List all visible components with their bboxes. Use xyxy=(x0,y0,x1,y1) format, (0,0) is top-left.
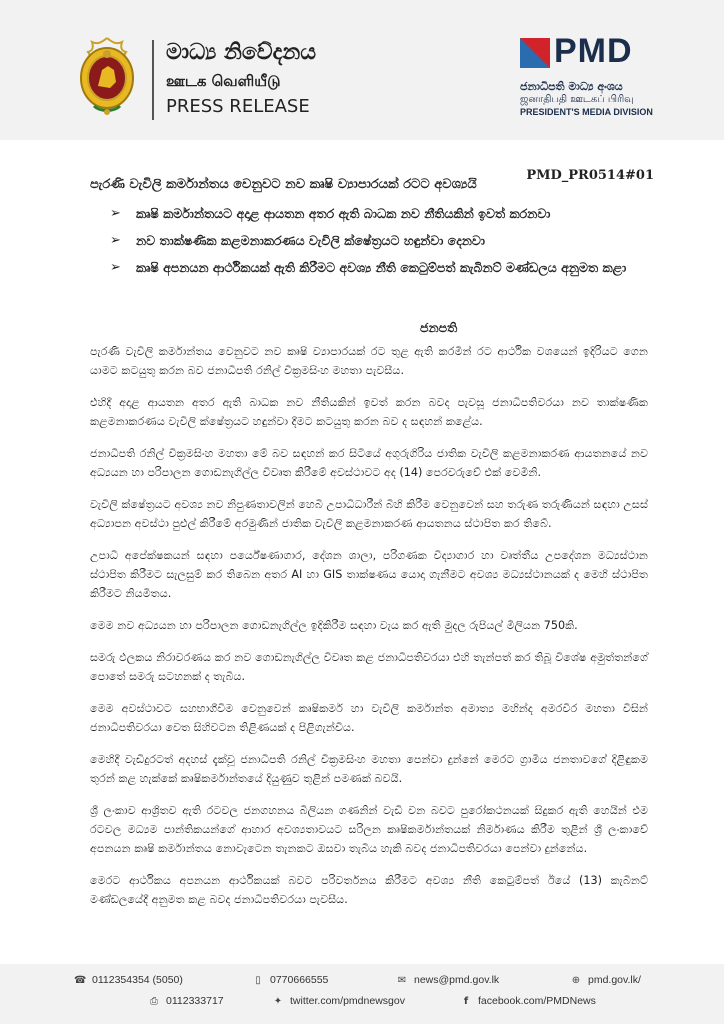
paragraph: වැවිලි ක්ෂේත්‍රයට අවශ්‍ය නව නිපුණතාවලින් හෙබි උපාධිධාරීන් බිහි කිරීම වෙනුවෙන් සහ තරුණ තරුණියන් සඳහා උසස් අධ්‍යාපන අවස්ථා පුළුල් කිරීමේ අරමුණින් ජාතික වැවිලි කළමනාකරණ ආයතනය ස්ථාපිත කර තිබේ. xyxy=(90,498,648,530)
press-release-title-tamil: ஊடக வெளியீடு xyxy=(166,72,281,90)
paragraph: මෙහිදී වැඩිදුරටත් අදහස් දැක්වූ ජනාධිපති රනිල් වික්‍රමසිංහ මහතා පෙන්වා දුන්නේ මෙරට ග්‍රාමීය ජනතාවගේ දිළිඳුකම තුරන් කළ හැක්කේ කෘෂිකර්මාන්තයේ දියුණුව තුළින් පමණක් බවයි. xyxy=(90,753,648,785)
contact-footer xyxy=(0,964,724,1024)
footer-facebook[interactable] xyxy=(460,995,596,1007)
footer-email-text[interactable]: news@pmd.gov.lk xyxy=(414,974,500,986)
press-release-header xyxy=(0,0,724,140)
footer-twitter[interactable] xyxy=(272,995,405,1007)
division-name-tamil: ஜனாதிபதி ஊடகப் பிரிவு xyxy=(520,94,634,105)
footer-website-text[interactable]: pmd.gov.lk/ xyxy=(588,974,641,986)
key-point xyxy=(110,258,630,277)
footer-website[interactable] xyxy=(570,974,641,986)
key-point xyxy=(110,204,630,223)
division-name-sinhala: ජනාධිපති මාධ්‍ය අංශය xyxy=(520,80,623,93)
paragraph: එහිදී අදාළ ආයතන අතර ඇති බාධක නව නීතියකින් ඉවත් කරන බවද පැවසූ ජනාධිපතිවරයා නව තාක්ෂණික කළමනාකරණය වැවිලි ක්ෂේත්‍රයට හඳුන්වා දීමට කටයුතු කරන බව ද සඳහන් කළේය. xyxy=(90,396,648,428)
key-point xyxy=(110,231,630,250)
fax-icon: ⎙ xyxy=(150,996,158,1007)
globe-icon: ⊕ xyxy=(571,975,581,986)
reference-number: PMD_PR0514#01 xyxy=(526,168,654,183)
footer-fax-text: 0112333717 xyxy=(166,995,224,1007)
twitter-icon: ✦ xyxy=(273,996,283,1007)
division-name-english: PRESIDENT'S MEDIA DIVISION xyxy=(520,107,653,117)
footer-email[interactable] xyxy=(396,974,499,986)
sri-lanka-emblem-icon xyxy=(74,36,140,120)
header-divider xyxy=(152,40,154,120)
press-release-title-english: PRESS RELEASE xyxy=(166,96,310,117)
key-point-text: නව තාක්ෂණික කළමනාකරණය වැවිලි ක්ෂේත්‍රයට හඳුන්වා දෙනවා xyxy=(136,233,485,248)
envelope-icon: ✉ xyxy=(397,975,407,986)
key-point-text: කෘෂි අපනයන ආර්ථිකයක් ඇති කිරීමට අවශ්‍ය නීති කෙටුම්පත් කැබිනට් මණ්ඩලය අනුමත කළා xyxy=(136,260,627,275)
footer-phone-text: 0112354354 (5050) xyxy=(92,974,183,986)
pmd-logo-mark xyxy=(520,38,550,68)
key-points-list xyxy=(110,204,630,285)
phone-icon: ☎ xyxy=(74,975,87,986)
footer-mobile-text: 0770666555 xyxy=(270,974,329,986)
footer-mobile xyxy=(252,974,328,986)
footer-facebook-text[interactable]: facebook.com/PMDNews xyxy=(478,995,596,1007)
footer-twitter-text[interactable]: twitter.com/pmdnewsgov xyxy=(290,995,405,1007)
paragraph: සමරු ඵලකය නිරාවරණය කර නව ගොඩනැගිල්ල විවෘත කළ ජනාධිපතිවරයා එහි තැන්පත් කර තිබූ විශේෂ අමුත්තන්ගේ පොතේ සමරු සටහනක් ද තැබීය. xyxy=(90,651,648,683)
arrow-bullet-icon: ➢ xyxy=(110,206,121,221)
paragraph: උපාධි අපේක්ෂකයන් සඳහා පර්යේෂණාගාර, දේශන ශාලා, පරිගණක විද්‍යාගාර හා වෘත්තීය උපදේශන මධ්‍යස්ථාන ස්ථාපිත කිරීමට සැලසුම් කර තිබෙන අතර AI හා GIS තාක්ෂණය යොදා ගැනීමට අවශ්‍ය මධ්‍යස්ථානයක් ද මෙහි ස්ථාපිත කිරීමට නියමිතය. xyxy=(90,549,648,600)
footer-fax xyxy=(148,995,224,1007)
paragraph: ශ්‍රී ලංකාව ආශ්‍රිතව ඇති රටවල ජනගහනය බිලියන ගණනින් වැඩි වන බවට පුරෝකථනයක් සිදුකර ඇති හෙයින් එම රටවල මධ්‍යම පාන්තිකයන්ගේ ආහාර අවශ්‍යතාවයට සරිලන කෘෂිකර්මාන්තයක් නිර්මාණය කිරීම තුළින් ශ්‍රී ලංකාවේ අපනයන කෘෂි කර්මාන්තය නොවැටෙන තැනකට ඔසවා තැබිය හැකි බවද ජනාධිපතිවරයා පෙන්වා දුන්නේය. xyxy=(90,804,648,855)
mobile-phone-icon: ▯ xyxy=(255,975,261,986)
article-body xyxy=(90,342,648,922)
paragraph: පැරණි වැවිලි කර්මාන්තය වෙනුවට නව කෘෂි ව්‍යාපාරයක් රට තුළ ඇති කරමින් රට ආර්ථික වශයෙන් ඉදිරියට ගෙන යාමට කටයුතු කරන බව ජනාධිපති රනිල් වික්‍රමසිංහ මහතා පැවසීය. xyxy=(90,345,648,377)
paragraph: ජනාධිපති රනිල් වික්‍රමසිංහ මහතා මේ බව සඳහන් කර සිටියේ අගුරුගිරිය ජාතික වැවිලි කළමනාකරණ ආයතනයේ නව අධ්‍යයන හා පරිපාලන ගොඩනැගිල්ල විවෘත කිරීමේ අවස්ථාවට අද (14) පෙරවරුවේ එක් වෙමිනි. xyxy=(90,447,648,479)
key-point-text: කෘෂි කර්මාන්තයට අදාළ ආයතන අතර ඇති බාධක නව නීතියකින් ඉවත් කරනවා xyxy=(136,206,551,221)
press-release-title-sinhala: මාධ්‍ය නිවේදනය xyxy=(166,40,317,65)
pmd-logo-text: PMD xyxy=(554,32,633,70)
paragraph: මෙම අවස්ථාවට සහභාගීවීම වෙනුවෙන් කෘෂිකර්ම හා වැවිලි කර්මාන්ත අමාත්‍ය මහින්ද අමරවීර මහතා විසින් ජනාධිපතිවරයා වෙත සිහිවටන තිළිණයක් ද පිළිගැන්විය. xyxy=(90,702,648,734)
paragraph: මෙම නව අධ්‍යයන හා පරිපාලන ගොඩනැගිල්ල ඉදිකිරීම සඳහා වැය කර ඇති මුදල රුපියල් මිලියන 750කි. xyxy=(90,619,578,632)
facebook-icon: f xyxy=(463,996,469,1007)
paragraph: මෙරට ආර්ථිකය අපනයන ආර්ථිකයක් බවට පරිවර්තනය කිරීමට අවශ්‍ය නීති කෙටුම්පත් ඊයේ (13) කැබිනට් මණ්ඩලයේදී අනුමත කළ බවද ජනාධිපතිවරයා පැවසීය. xyxy=(90,874,648,906)
headline: පැරණි වැවිලි කර්මාන්තය වෙනුවට නව කෘෂි ව්‍යාපාරයක් රටට අවශ්‍යයි xyxy=(90,177,477,192)
footer-phone xyxy=(74,974,183,986)
arrow-bullet-icon: ➢ xyxy=(110,260,121,275)
arrow-bullet-icon: ➢ xyxy=(110,233,121,248)
byline: ජනපති xyxy=(420,320,458,335)
